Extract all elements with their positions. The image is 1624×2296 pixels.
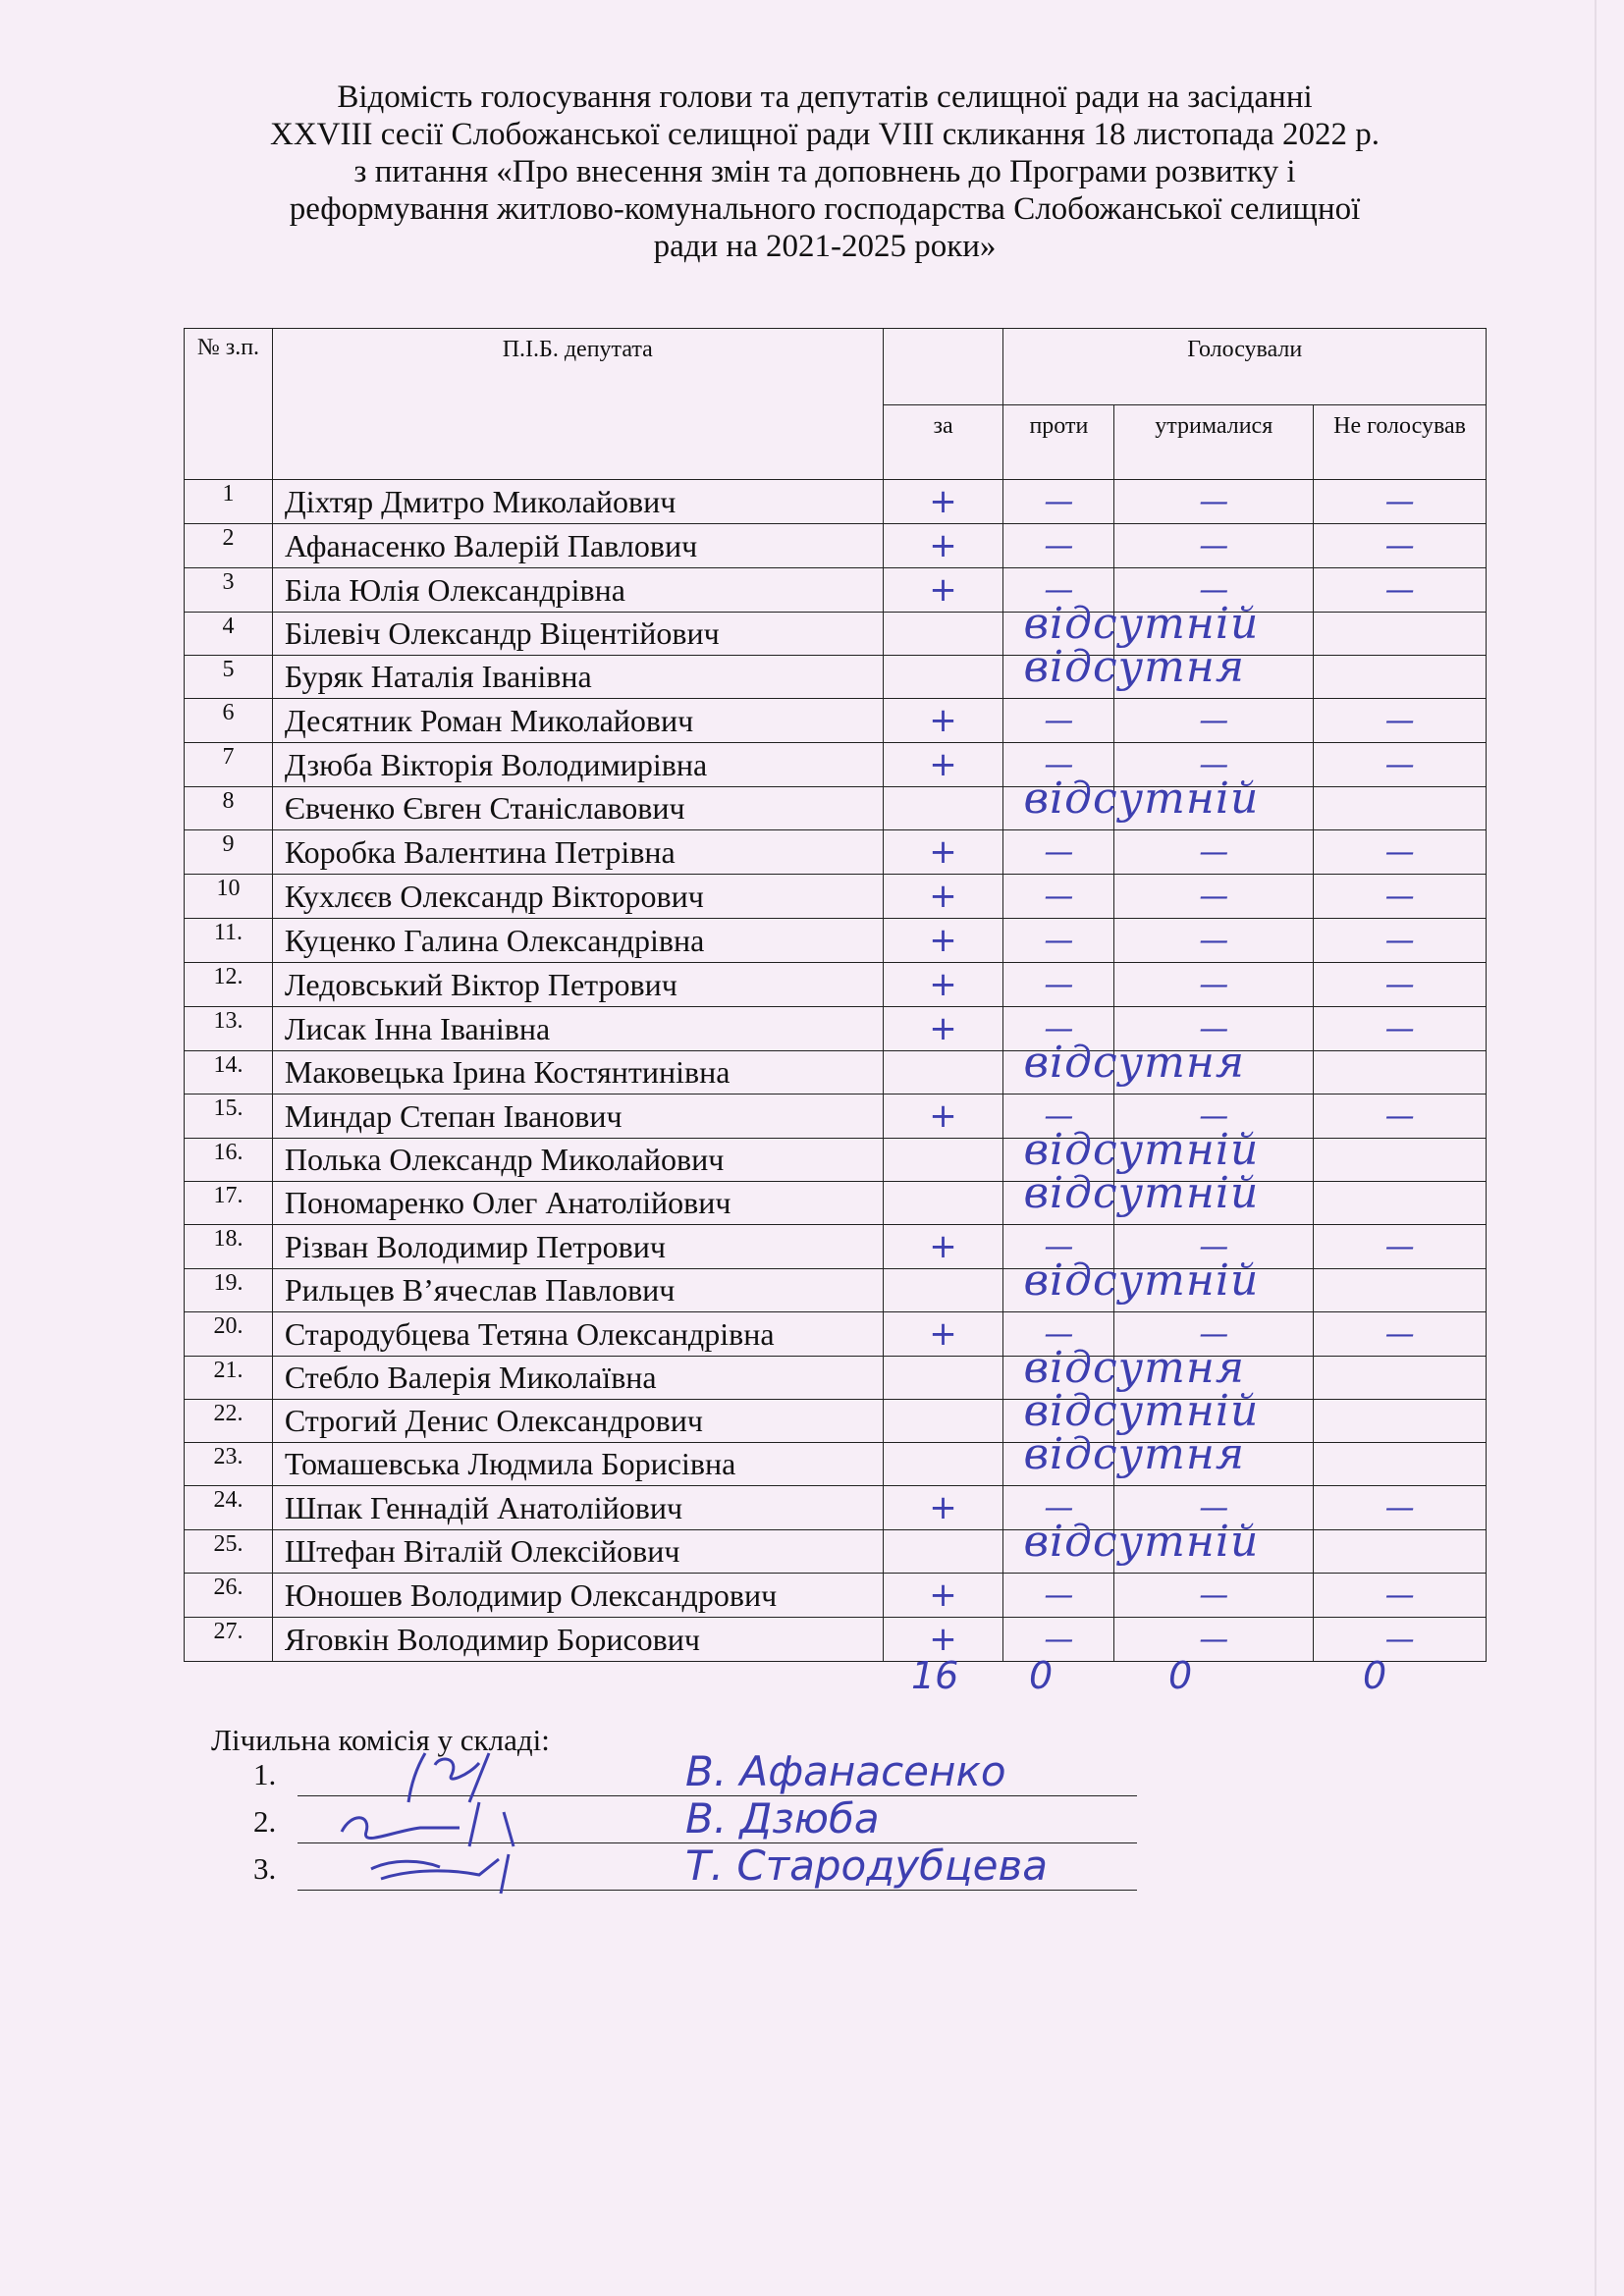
- plus-mark: +: [929, 920, 957, 960]
- vote-utrymalysia-cell: [1114, 480, 1314, 524]
- vote-proty-cell: [1003, 1038, 1246, 1095]
- row-number: 23.: [185, 1443, 273, 1486]
- row-number: 2: [185, 524, 273, 568]
- table-row: [185, 963, 1487, 1007]
- row-number: 16.: [185, 1139, 273, 1182]
- deputy-name: Афанасенко Валерій Павлович: [272, 524, 883, 568]
- dash-mark: —: [1384, 1099, 1415, 1134]
- vote-za-cell: [883, 875, 1003, 919]
- table-row: [185, 1095, 1487, 1139]
- vote-za-cell: [883, 787, 1003, 830]
- commission-member: [253, 1747, 1137, 1796]
- member-name: Т. Стародубцева: [685, 1842, 1048, 1890]
- vote-utrymalysia-cell: [1114, 1618, 1314, 1662]
- vote-ne-holosuvav-cell: [1314, 1486, 1487, 1530]
- row-number: 12.: [185, 963, 273, 1007]
- table-row: [185, 743, 1487, 787]
- vote-proty-cell: [1003, 963, 1114, 1007]
- vote-ne-holosuvav-cell: [1314, 1574, 1487, 1618]
- vote-za-cell: [883, 743, 1003, 787]
- table-row: [185, 1574, 1487, 1618]
- dash-mark: —: [1384, 1578, 1415, 1613]
- vote-za-cell: [883, 1400, 1003, 1443]
- vote-proty-cell: [1003, 1574, 1114, 1618]
- dash-mark: —: [1044, 1623, 1074, 1657]
- row-number: 10: [185, 875, 273, 919]
- deputy-name: Десятник Роман Миколайович: [272, 699, 883, 743]
- vote-ne-holosuvav-cell: [1314, 919, 1487, 963]
- deputy-name: Дзюба Вікторія Володимирівна: [272, 743, 883, 787]
- vote-utrymalysia-cell: [1114, 963, 1314, 1007]
- deputy-name: Стебло Валерія Миколаївна: [272, 1357, 883, 1400]
- deputy-name: Куценко Галина Олександрівна: [272, 919, 883, 963]
- deputy-name: Рильцев В’ячеслав Павлович: [272, 1269, 883, 1312]
- vote-za-cell: [883, 1225, 1003, 1269]
- vote-utrymalysia-cell: [1114, 1269, 1314, 1312]
- vote-za-cell: [883, 1530, 1003, 1574]
- vote-utrymalysia-cell: [1114, 1182, 1314, 1225]
- dash-mark: —: [1199, 704, 1229, 738]
- vote-proty-cell: [1003, 1255, 1260, 1312]
- member-number: 1.: [253, 1757, 277, 1791]
- vote-ne-holosuvav-cell: [1314, 1269, 1487, 1312]
- deputy-name: Білевіч Олександр Віцентійович: [272, 613, 883, 656]
- member-name: В. Дзюба: [685, 1794, 880, 1842]
- vote-ne-holosuvav-cell: [1314, 787, 1487, 830]
- vote-ne-holosuvav-cell: [1314, 743, 1487, 787]
- vote-utrymalysia-cell: [1114, 524, 1314, 568]
- header-utrymalysia: утрималися: [1114, 405, 1314, 480]
- document-title: [187, 79, 1463, 265]
- row-number: 5: [185, 656, 273, 699]
- dash-mark: —: [1384, 573, 1415, 608]
- dash-mark: —: [1199, 1578, 1229, 1613]
- dash-mark: —: [1044, 1230, 1074, 1264]
- vote-za-cell: [883, 1182, 1003, 1225]
- vote-proty-cell: [1003, 774, 1260, 830]
- dash-mark: —: [1044, 880, 1074, 914]
- commission-label: Лічильна комісія у складі:: [211, 1723, 550, 1757]
- row-number: 20.: [185, 1312, 273, 1357]
- deputy-name: Діхтяр Дмитро Миколайович: [272, 480, 883, 524]
- vote-za-cell: [883, 963, 1003, 1007]
- table-row: [185, 830, 1487, 875]
- title-line-5: ради на 2021-2025 роки»: [653, 229, 997, 264]
- deputy-name: Різван Володимир Петрович: [272, 1225, 883, 1269]
- absent-note: відсутній: [1023, 1168, 1260, 1218]
- deputy-name: Євченко Євген Станіславович: [272, 787, 883, 830]
- vote-ne-holosuvav-cell: [1314, 1312, 1487, 1357]
- deputy-name: Ледовський Віктор Петрович: [272, 963, 883, 1007]
- vote-utrymalysia-cell: [1114, 919, 1314, 963]
- vote-ne-holosuvav-cell: [1314, 1139, 1487, 1182]
- plus-mark: +: [929, 525, 957, 565]
- table-row: [185, 480, 1487, 524]
- dash-mark: —: [1384, 485, 1415, 519]
- dash-mark: —: [1199, 1623, 1229, 1657]
- vote-ne-holosuvav-cell: [1314, 1225, 1487, 1269]
- plus-mark: +: [929, 1487, 957, 1527]
- table-row: [185, 1357, 1487, 1400]
- vote-za-cell: [883, 613, 1003, 656]
- deputy-name: Шпак Геннадій Анатолійович: [272, 1486, 883, 1530]
- vote-ne-holosuvav-cell: [1314, 1618, 1487, 1662]
- header-ne-holosuvav: Не голосував: [1314, 405, 1487, 480]
- deputy-name: Юношев Володимир Олександрович: [272, 1574, 883, 1618]
- table-row: [185, 1618, 1487, 1662]
- table-row: [185, 1486, 1487, 1530]
- vote-proty-cell: [1003, 1429, 1246, 1486]
- dash-mark: —: [1199, 968, 1229, 1002]
- table-row: [185, 524, 1487, 568]
- absent-note: відсутня: [1023, 1429, 1246, 1479]
- dash-mark: —: [1199, 880, 1229, 914]
- row-number: 21.: [185, 1357, 273, 1400]
- vote-utrymalysia-cell: [1114, 656, 1314, 699]
- row-number: 1: [185, 480, 273, 524]
- vote-proty-cell: [1003, 480, 1114, 524]
- vote-ne-holosuvav-cell: [1314, 830, 1487, 875]
- vote-proty-cell: [1003, 699, 1114, 743]
- deputy-name: Миндар Степан Іванович: [272, 1095, 883, 1139]
- vote-utrymalysia-cell: [1114, 1443, 1314, 1486]
- plus-mark: +: [929, 481, 957, 521]
- vote-za-cell: [883, 830, 1003, 875]
- table-row: [185, 787, 1487, 830]
- header-voted: Голосували: [1003, 329, 1487, 405]
- vote-proty-cell: [1003, 1517, 1260, 1574]
- plus-mark: +: [929, 744, 957, 784]
- member-number: 2.: [253, 1804, 277, 1839]
- vote-ne-holosuvav-cell: [1314, 1357, 1487, 1400]
- vote-za-cell: [883, 1357, 1003, 1400]
- title-line-2: XXVIII сесії Слобожанської селищної ради VIII скликання 18 листопада 2022 р.: [270, 117, 1380, 152]
- commission-member: [253, 1842, 1137, 1891]
- table-row: [185, 875, 1487, 919]
- deputy-name: Коробка Валентина Петрівна: [272, 830, 883, 875]
- vote-za-cell: [883, 1269, 1003, 1312]
- dash-mark: —: [1199, 1230, 1229, 1264]
- member-number: 3.: [253, 1851, 277, 1886]
- absent-note: відсутній: [1023, 1517, 1260, 1567]
- vote-proty-cell: [1003, 919, 1114, 963]
- row-number: 14.: [185, 1051, 273, 1095]
- table-row: [185, 1443, 1487, 1486]
- row-number: 9: [185, 830, 273, 875]
- plus-mark: +: [929, 964, 957, 1004]
- dash-mark: —: [1199, 835, 1229, 870]
- dash-mark: —: [1384, 529, 1415, 563]
- dash-mark: —: [1199, 573, 1229, 608]
- deputy-name: Маковецька Ірина Костянтинівна: [272, 1051, 883, 1095]
- vote-proty-cell: [1003, 524, 1114, 568]
- row-number: 27.: [185, 1618, 273, 1662]
- deputy-name: Штефан Віталій Олексійович: [272, 1530, 883, 1574]
- vote-ne-holosuvav-cell: [1314, 1530, 1487, 1574]
- table-row: [185, 613, 1487, 656]
- vote-za-cell: [883, 480, 1003, 524]
- deputy-name: Кухлєєв Олександр Вікторович: [272, 875, 883, 919]
- dash-mark: —: [1044, 529, 1074, 563]
- vote-ne-holosuvav-cell: [1314, 613, 1487, 656]
- dash-mark: —: [1384, 1491, 1415, 1525]
- absent-note: відсутній: [1023, 1125, 1260, 1175]
- vote-za-cell: [883, 1139, 1003, 1182]
- dash-mark: —: [1384, 704, 1415, 738]
- dash-mark: —: [1199, 529, 1229, 563]
- vote-ne-holosuvav-cell: [1314, 699, 1487, 743]
- vote-ne-holosuvav-cell: [1314, 875, 1487, 919]
- row-number: 22.: [185, 1400, 273, 1443]
- dash-mark: —: [1384, 835, 1415, 870]
- dash-mark: —: [1044, 704, 1074, 738]
- header-number: № з.п.: [185, 329, 273, 480]
- dash-mark: —: [1044, 835, 1074, 870]
- vote-utrymalysia-cell: [1114, 787, 1314, 830]
- title-line-3: з питання «Про внесення змін та доповнень до Програми розвитку і: [353, 154, 1296, 189]
- absent-note: відсутня: [1023, 1038, 1246, 1088]
- dash-mark: —: [1044, 1099, 1074, 1134]
- page-edge: [1595, 0, 1597, 2296]
- vote-utrymalysia-cell: [1114, 1530, 1314, 1574]
- vote-za-cell: [883, 1443, 1003, 1486]
- table-row: [185, 699, 1487, 743]
- plus-mark: +: [929, 1008, 957, 1048]
- row-number: 26.: [185, 1574, 273, 1618]
- plus-mark: +: [929, 1226, 957, 1266]
- voting-table: [184, 328, 1487, 1662]
- plus-mark: +: [929, 1095, 957, 1136]
- vote-za-cell: [883, 1051, 1003, 1095]
- row-number: 8: [185, 787, 273, 830]
- dash-mark: —: [1044, 485, 1074, 519]
- vote-proty-cell: [1003, 875, 1114, 919]
- member-name: В. Афанасенко: [685, 1747, 1006, 1795]
- vote-utrymalysia-cell: [1114, 875, 1314, 919]
- deputy-name: Буряк Наталія Іванівна: [272, 656, 883, 699]
- vote-utrymalysia-cell: [1114, 1574, 1314, 1618]
- row-number: 15.: [185, 1095, 273, 1139]
- vote-za-cell: [883, 1095, 1003, 1139]
- row-number: 11.: [185, 919, 273, 963]
- dash-mark: —: [1199, 485, 1229, 519]
- dash-mark: —: [1199, 1012, 1229, 1046]
- dash-mark: —: [1044, 1491, 1074, 1525]
- dash-mark: —: [1199, 1317, 1229, 1352]
- deputy-name: Стародубцева Тетяна Олександрівна: [272, 1312, 883, 1357]
- absent-note: відсутній: [1023, 774, 1260, 824]
- header-proty: проти: [1003, 405, 1114, 480]
- row-number: 4: [185, 613, 273, 656]
- row-number: 18.: [185, 1225, 273, 1269]
- dash-mark: —: [1044, 1578, 1074, 1613]
- table-row: [185, 1530, 1487, 1574]
- table-row: [185, 1312, 1487, 1357]
- vote-ne-holosuvav-cell: [1314, 1051, 1487, 1095]
- vote-za-cell: [883, 656, 1003, 699]
- dash-mark: —: [1384, 880, 1415, 914]
- dash-mark: —: [1199, 748, 1229, 782]
- dash-mark: —: [1044, 1317, 1074, 1352]
- dash-mark: —: [1384, 1230, 1415, 1264]
- header-blank: [883, 329, 1003, 405]
- absent-note: відсутня: [1023, 1343, 1246, 1393]
- header-za: за: [883, 405, 1003, 480]
- vote-utrymalysia-cell: [1114, 699, 1314, 743]
- vote-ne-holosuvav-cell: [1314, 524, 1487, 568]
- row-number: 19.: [185, 1269, 273, 1312]
- vote-ne-holosuvav-cell: [1314, 1182, 1487, 1225]
- row-number: 17.: [185, 1182, 273, 1225]
- dash-mark: —: [1384, 968, 1415, 1002]
- vote-proty-cell: [1003, 1618, 1114, 1662]
- vote-ne-holosuvav-cell: [1314, 568, 1487, 613]
- dash-mark: —: [1384, 924, 1415, 958]
- vote-ne-holosuvav-cell: [1314, 1400, 1487, 1443]
- table-row: [185, 1400, 1487, 1443]
- vote-za-cell: [883, 699, 1003, 743]
- deputy-name: Пономаренко Олег Анатолійович: [272, 1182, 883, 1225]
- deputy-name: Полька Олександр Миколайович: [272, 1139, 883, 1182]
- vote-ne-holosuvav-cell: [1314, 1007, 1487, 1051]
- row-number: 25.: [185, 1530, 273, 1574]
- dash-mark: —: [1384, 1623, 1415, 1657]
- dash-mark: —: [1044, 924, 1074, 958]
- vote-ne-holosuvav-cell: [1314, 480, 1487, 524]
- vote-za-cell: [883, 568, 1003, 613]
- table-row: [185, 1225, 1487, 1269]
- vote-proty-cell: [1003, 830, 1114, 875]
- table-row: [185, 568, 1487, 613]
- deputy-name: Лисак Інна Іванівна: [272, 1007, 883, 1051]
- header-name: П.І.Б. депутата: [272, 329, 883, 480]
- title-line-1: Відомість голосування голови та депутатів селищної ради на засіданні: [337, 80, 1313, 115]
- total-za: 16: [911, 1654, 959, 1697]
- row-number: 13.: [185, 1007, 273, 1051]
- plus-mark: +: [929, 569, 957, 610]
- deputy-name: Біла Юлія Олександрівна: [272, 568, 883, 613]
- deputy-name: Томашевська Людмила Борисівна: [272, 1443, 883, 1486]
- row-number: 3: [185, 568, 273, 613]
- dash-mark: —: [1384, 1317, 1415, 1352]
- plus-mark: +: [929, 1619, 957, 1659]
- dash-mark: —: [1044, 1012, 1074, 1046]
- dash-mark: —: [1199, 1099, 1229, 1134]
- commission-member: [253, 1794, 1137, 1843]
- plus-mark: +: [929, 1313, 957, 1354]
- dash-mark: —: [1044, 968, 1074, 1002]
- table-row: [185, 1051, 1487, 1095]
- deputy-name: Строгий Денис Олександрович: [272, 1400, 883, 1443]
- vote-ne-holosuvav-cell: [1314, 1443, 1487, 1486]
- absent-note: відсутній: [1023, 1255, 1260, 1306]
- vote-proty-cell: [1003, 642, 1246, 699]
- total-utrymalysia: 0: [1168, 1654, 1193, 1697]
- table-row: [185, 1007, 1487, 1051]
- table-row: [185, 1182, 1487, 1225]
- dash-mark: —: [1044, 573, 1074, 608]
- vote-za-cell: [883, 1574, 1003, 1618]
- vote-ne-holosuvav-cell: [1314, 963, 1487, 1007]
- row-number: 6: [185, 699, 273, 743]
- vote-za-cell: [883, 524, 1003, 568]
- dash-mark: —: [1199, 924, 1229, 958]
- signature-mark: [332, 1840, 568, 1908]
- absent-note: відсутній: [1023, 1386, 1260, 1436]
- row-number: 7: [185, 743, 273, 787]
- vote-ne-holosuvav-cell: [1314, 1095, 1487, 1139]
- total-ne-holosuvav: 0: [1363, 1654, 1387, 1697]
- table-row: [185, 1139, 1487, 1182]
- vote-za-cell: [883, 919, 1003, 963]
- dash-mark: —: [1044, 748, 1074, 782]
- dash-mark: —: [1384, 1012, 1415, 1046]
- vote-za-cell: [883, 1486, 1003, 1530]
- vote-utrymalysia-cell: [1114, 830, 1314, 875]
- table-row: [185, 1269, 1487, 1312]
- dash-mark: —: [1384, 748, 1415, 782]
- vote-utrymalysia-cell: [1114, 1051, 1314, 1095]
- vote-za-cell: [883, 1312, 1003, 1357]
- title-line-4: реформування житлово-комунального господарства Слобожанської селищної: [289, 191, 1361, 227]
- table-row: [185, 656, 1487, 699]
- vote-proty-cell: [1003, 1168, 1260, 1225]
- dash-mark: —: [1199, 1491, 1229, 1525]
- total-proty: 0: [1029, 1654, 1054, 1697]
- absent-note: відсутня: [1023, 642, 1246, 692]
- absent-note: відсутній: [1023, 599, 1260, 649]
- table-row: [185, 919, 1487, 963]
- row-number: 24.: [185, 1486, 273, 1530]
- plus-mark: +: [929, 876, 957, 916]
- deputy-name: Яговкін Володимир Борисович: [272, 1618, 883, 1662]
- vote-ne-holosuvav-cell: [1314, 656, 1487, 699]
- table-body: [185, 480, 1487, 1662]
- plus-mark: +: [929, 700, 957, 740]
- vote-za-cell: [883, 1007, 1003, 1051]
- plus-mark: +: [929, 1575, 957, 1615]
- plus-mark: +: [929, 831, 957, 872]
